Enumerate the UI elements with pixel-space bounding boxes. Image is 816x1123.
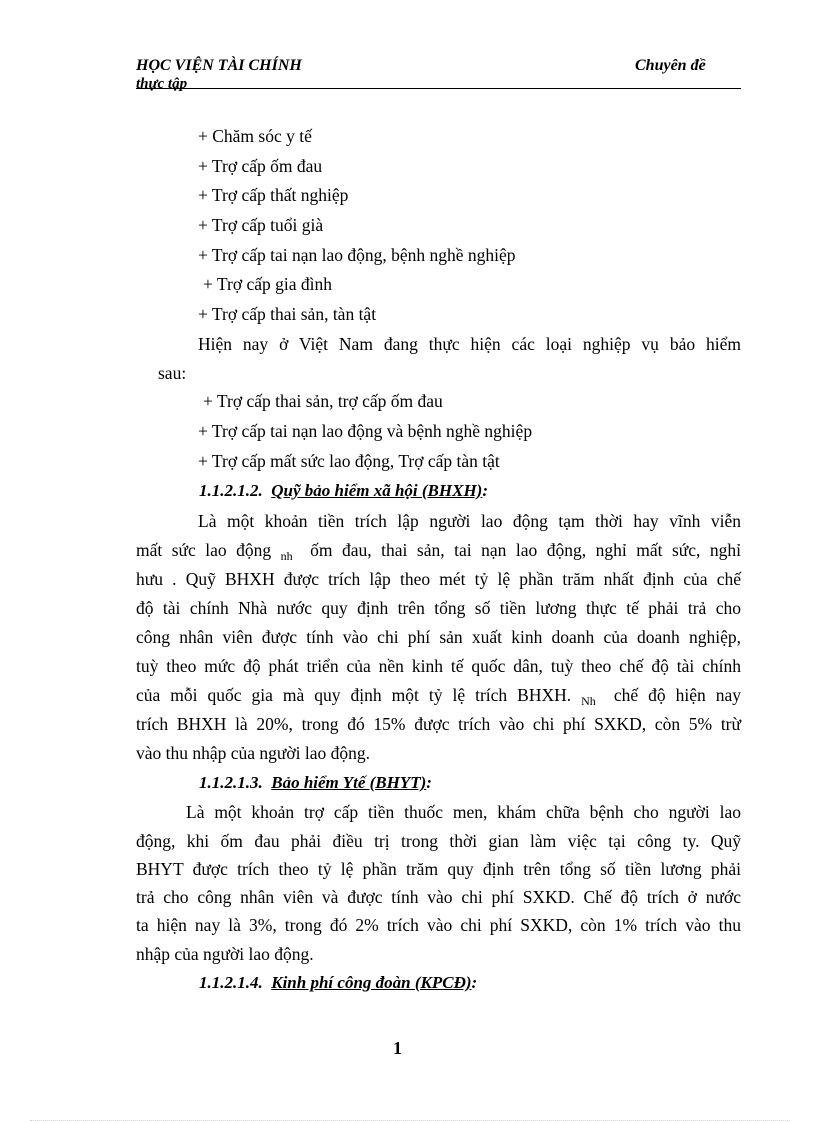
bullet-item: + Trợ cấp tuổi già [198, 215, 324, 235]
paragraph-line [136, 684, 741, 708]
section-number: 1.1.2.1.4. [199, 973, 263, 992]
bullet-item: + Trợ cấp thai sản, trợ cấp ốm đau [203, 391, 443, 411]
bullet-item: + Trợ cấp tai nạn lao động, bệnh nghề nghiệp [198, 245, 516, 265]
paragraph-line: Là một khoản tiền trích lập người lao động tạm thời hay vĩnh viễn [198, 511, 741, 531]
intro-paragraph-line: sau: [158, 363, 187, 383]
paragraph-line [136, 539, 741, 563]
paragraph-line: tuỳ theo mức độ phát triển của nền kinh tế quốc dân, tuỳ theo chế độ tài chính [136, 656, 741, 676]
bullet-item: + Trợ cấp tai nạn lao động và bệnh nghề nghiệp [198, 421, 533, 441]
bullet-item: + Chăm sóc y tế [198, 126, 312, 146]
text-fragment: ốm đau, thai sản, tai nạn lao động, nghỉ mất sức, nghỉ [310, 540, 741, 560]
intro-paragraph-line: Hiện nay ở Việt Nam đang thực hiện các loại nghiệp vụ bảo hiểm [198, 334, 741, 354]
paragraph-line: công nhân viên được tính vào chi phí sản xuất kinh doanh của doanh nghiệp, [136, 627, 741, 647]
header-document-type: Chuyên đề [635, 57, 706, 74]
paragraph-line: ta hiện nay là 3%, trong đó 2% trích vào chi phí SXKD, còn 1% trích vào thu [136, 915, 741, 935]
section-colon: : [471, 973, 478, 992]
bullet-item: + Trợ cấp thai sản, tàn tật [198, 304, 377, 324]
paragraph-line: Là một khoản trợ cấp tiền thuốc men, khám chữa bệnh cho người lao [186, 802, 741, 822]
section-heading-kpcd [199, 972, 477, 994]
text-fragment: của mỗi quốc gia mà quy định một tỷ lệ trích BHXH. [136, 685, 572, 705]
text-fragment: Nh [581, 694, 596, 708]
header-document-type-continuation: thực tập [136, 76, 188, 92]
section-colon: : [482, 481, 489, 500]
paragraph-line: trích BHXH là 20%, trong đó 15% được trích vào chi phí SXKD, còn 5% trừ [136, 714, 741, 734]
bullet-item: + Trợ cấp mất sức lao động, Trợ cấp tàn tật [198, 451, 500, 471]
text-fragment: chế độ hiện nay [613, 685, 741, 705]
section-title: Bảo hiểm Ytế (BHYT) [271, 773, 427, 792]
text-fragment: nh [280, 549, 293, 563]
paragraph-line: hưu . Quỹ BHXH được trích lập theo mét tỷ lệ phần trăm nhất định của chế [136, 569, 741, 589]
paragraph-line: BHYT được trích theo tỷ lệ phần trăm quy định trên tổng số tiền lương phải [136, 859, 741, 879]
page-number: 1 [393, 1038, 402, 1058]
section-number: 1.1.2.1.2. [199, 481, 263, 500]
paragraph-line: nhập của người lao động. [136, 944, 314, 964]
paragraph-line: độ tài chính Nhà nước quy định trên tổng số tiền lương thực tế phải trả cho [136, 598, 741, 618]
header-institution: HỌC VIỆN TÀI CHÍNH [136, 57, 302, 74]
section-heading-bhxh [199, 480, 488, 502]
bullet-item: + Trợ cấp ốm đau [198, 156, 323, 176]
section-colon: : [426, 773, 432, 792]
paragraph-line: trả cho công nhân viên và được tính vào chi phí SXKD. Chế độ trích ở nước [136, 887, 741, 907]
paragraph-line: vào thu nhập của người lao động. [136, 743, 371, 763]
section-title: Kinh phí công đoàn (KPCĐ) [271, 973, 472, 992]
bullet-item: + Trợ cấp thất nghiệp [198, 185, 349, 205]
section-title: Quỹ bảo hiểm xã hội (BHXH) [271, 481, 483, 500]
bullet-item: + Trợ cấp gia đình [203, 274, 332, 294]
section-number: 1.1.2.1.3. [199, 773, 263, 792]
header-rule [136, 88, 741, 89]
section-heading-bhyt [199, 772, 432, 794]
page-bottom-divider [30, 1120, 790, 1121]
text-fragment: mất sức lao động [136, 540, 272, 560]
paragraph-line: động, khi ốm đau phải điều trị trong thời gian làm việc tại công ty. Quỹ [136, 831, 741, 851]
